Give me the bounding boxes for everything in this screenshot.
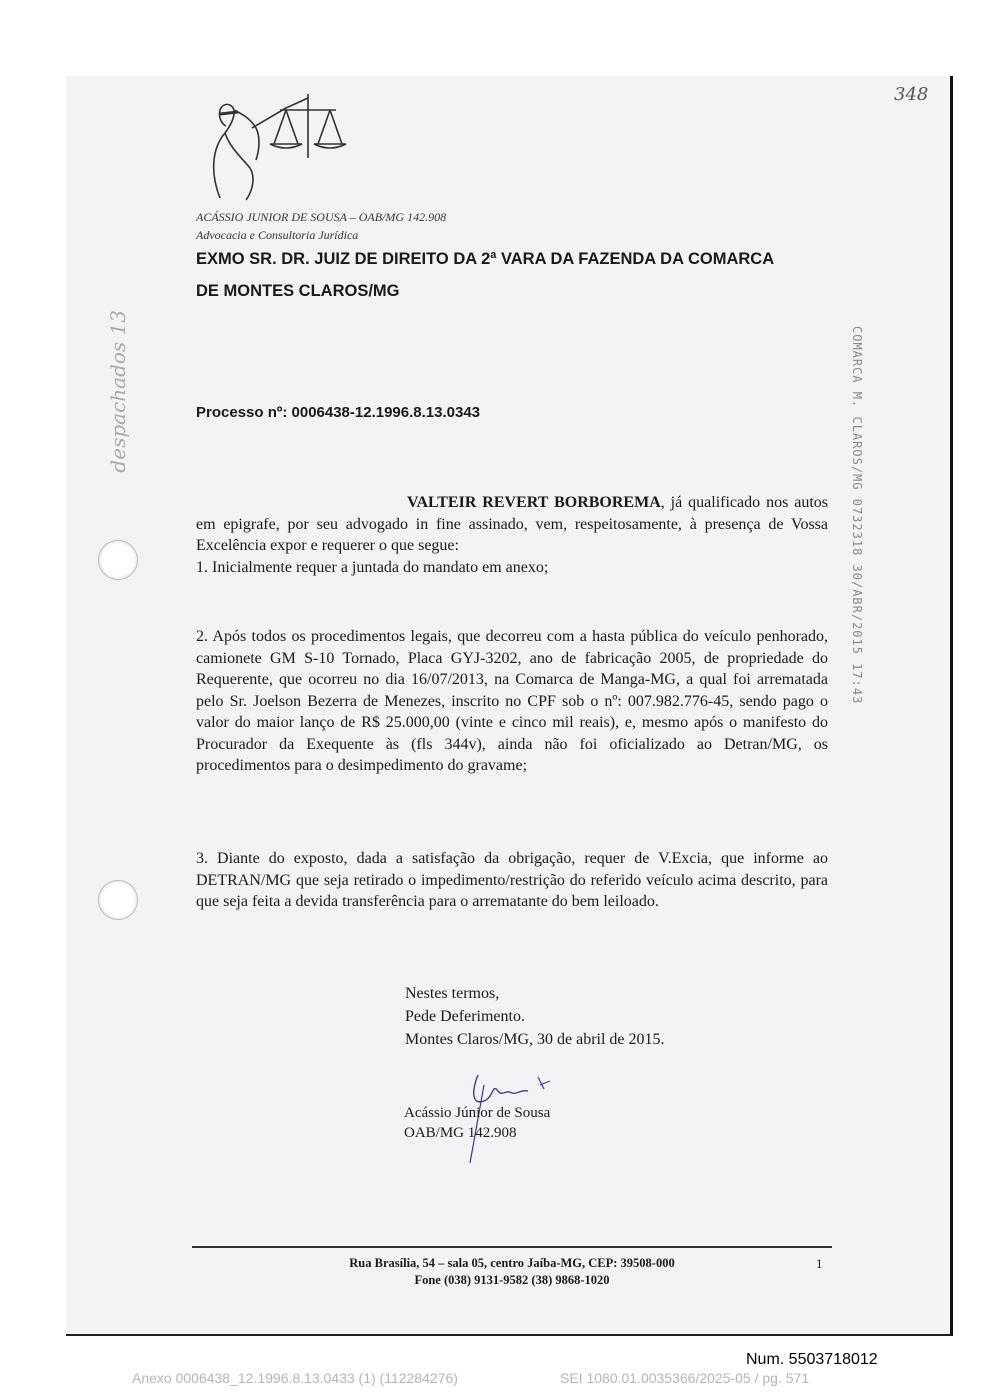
page-mark-text: 348 [894, 84, 929, 105]
request-item-3: 3. Diante do exposto, dada a satisfação da obrigação, requer de V.Excia, que informe ao DETRAN/MG que seja retirado o impedimento/restrição do referido veículo acima descrito, para que seja feita a devida transferência para o arrematante do bem leiloado. [196, 850, 828, 910]
punch-hole-top [98, 540, 138, 580]
request-item-1: 1. Inicialmente requer a juntada do mandato em anexo; [196, 558, 549, 576]
annex-reference [132, 1370, 810, 1386]
addressee-heading-line2: DE MONTES CLAROS/MG [196, 282, 400, 300]
closing-line-2: Pede Deferimento. [405, 1008, 525, 1025]
request-item-2: 2. Após todos os procedimentos legais, que decorreu com a hasta pública do veículo penhorado, camionete GM S-10 Tornado, Placa GYJ-3202, ano de fabricação 2005, de propriedade do Requerente, que ocorreu no dia 16/07/2013, na Comarca de Manga-MG, a qual foi arrematada pelo Sr. Joelson Bezerra de Menezes, inscrito no CPF sob o nº: 007.982.776-45, sendo pago o valor do maior lanço de R$ 25.000,00 (vinte e cinco mil reais), e, mesmo após o manifesto do Procurador da Exequente às (fls 344v), ainda não foi oficializado ao Detran/MG, os procedimentos para o desimpedimento do gravame; [196, 628, 828, 774]
annex-left-text: Anexo 0006438_12.1996.8.13.0433 (1) (112284276) [132, 1370, 458, 1386]
punch-hole-bottom [98, 880, 138, 920]
process-number: Processo nº: 0006438-12.1996.8.13.0343 [196, 404, 481, 421]
firm-name: ACÁSSIO JUNIOR DE SOUSA – OAB/MG 142.908 [196, 210, 447, 224]
addressee-heading-line1: EXMO SR. DR. JUIZ DE DIREITO DA 2ª VARA DA FAZENDA DA COMARCA [196, 250, 775, 268]
justice-scales-logo-icon [190, 88, 360, 208]
handwritten-side-annotation [76, 310, 130, 510]
signatory-name: Acássio Júnior de Sousa [404, 1105, 551, 1121]
footer-page-number: 1 [816, 1256, 823, 1271]
document-number: Num. 5503718012 [746, 1351, 878, 1368]
protocol-stamp [842, 326, 868, 705]
footer-address: Rua Brasília, 54 – sala 05, centro Jaíba-MG, CEP: 39508-000 [349, 1256, 675, 1270]
closing-line-3: Montes Claros/MG, 30 de abril de 2015. [405, 1031, 665, 1048]
footer-phones: Fone (038) 9131-9582 (38) 9868-1020 [414, 1273, 610, 1287]
intro-text: , já qualificado nos autos em epigrafe, por seu advogado in fine assinado, vem, respeitosamente, à presença de Vossa Excelência expor e requerer o que segue: [196, 494, 829, 554]
side-annotation-text: despachados 13 [106, 310, 130, 473]
closing-line-1: Nestes termos, [405, 985, 500, 1002]
protocol-stamp-text: COMARCA M. CLAROS/MG 0732318 30/ABR/2015 17:43 [850, 326, 864, 705]
handwritten-page-number [894, 84, 928, 105]
annex-right-text: SEI 1080.01.0035366/2025-05 / pg. 571 [560, 1370, 810, 1386]
signatory-oab: OAB/MG 142.908 [404, 1125, 517, 1141]
footer-divider [192, 1246, 832, 1248]
party-name: VALTEIR REVERT BORBOREMA [407, 494, 661, 511]
firm-tagline: Advocacia e Consultoria Jurídica [196, 228, 359, 242]
petition-intro [196, 492, 828, 578]
